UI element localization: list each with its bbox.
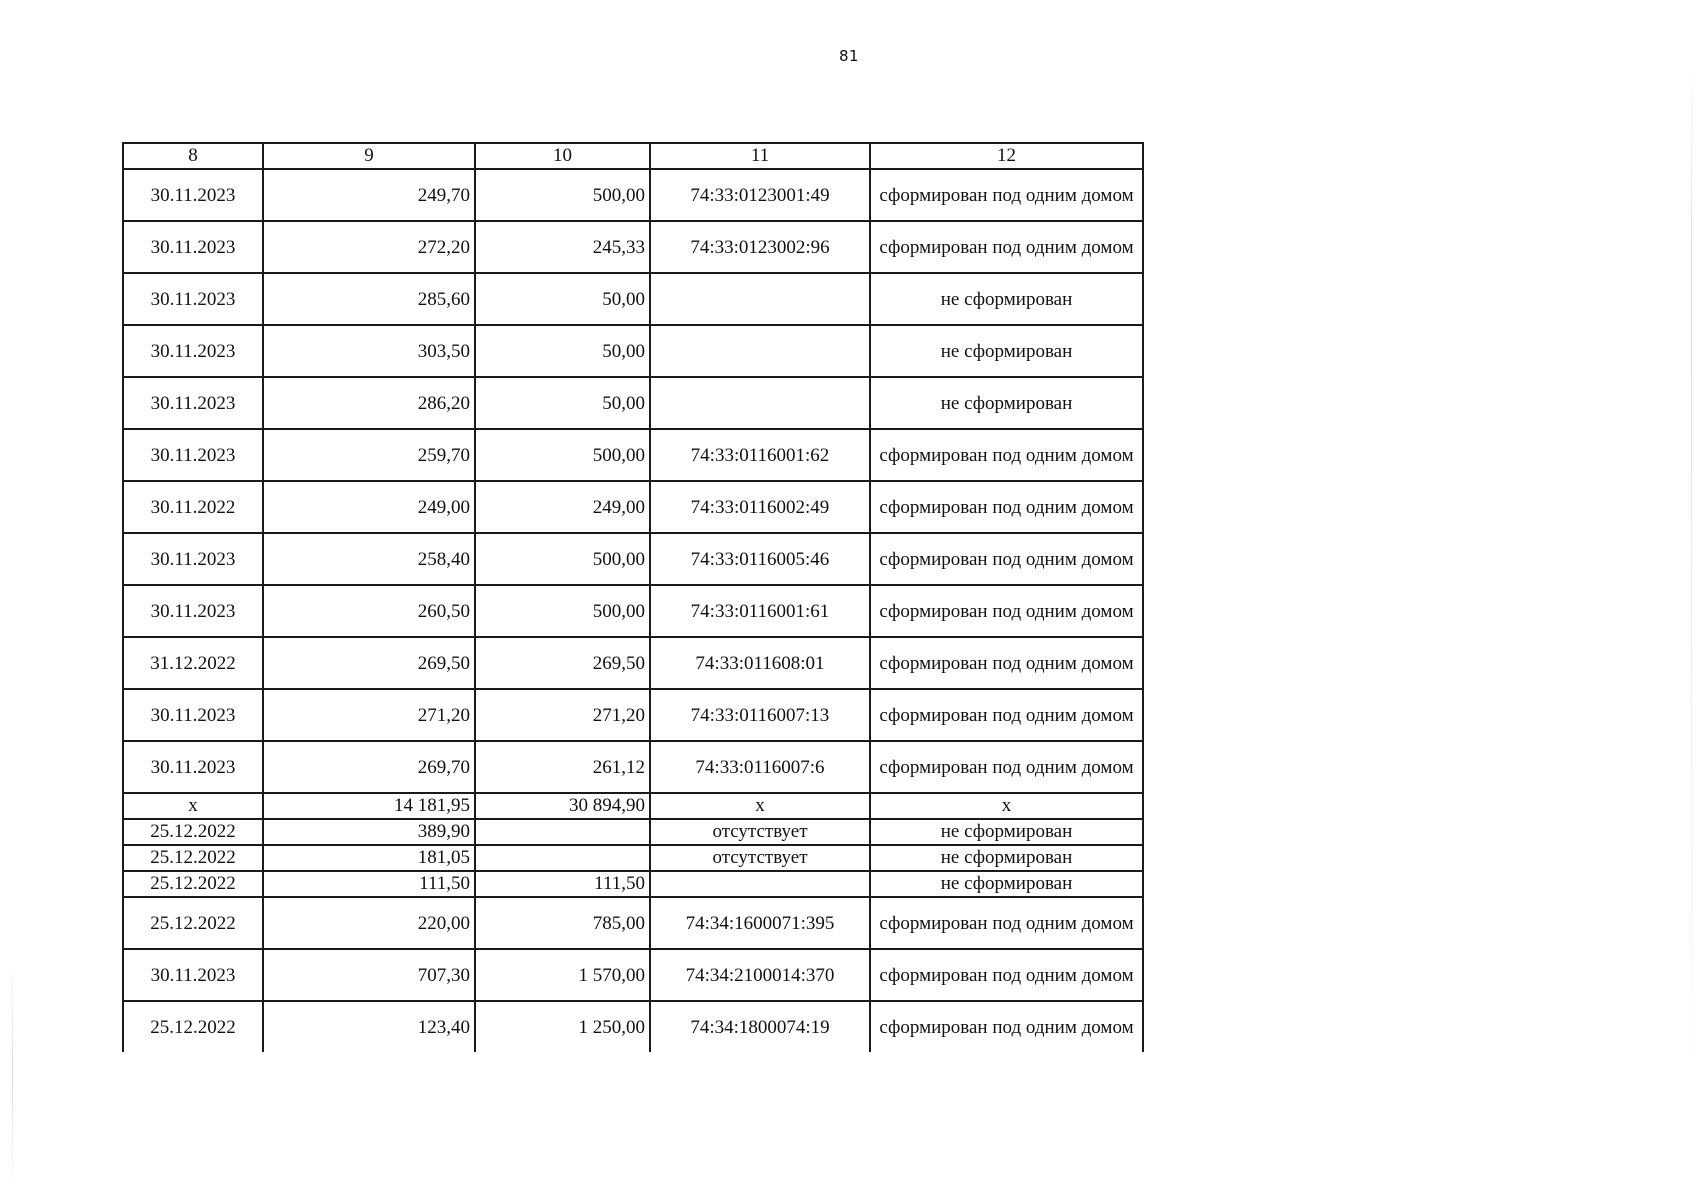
- table-row: [123, 741, 1143, 793]
- cadastral-number-cell: 74:33:0116002:49: [650, 481, 870, 533]
- date-cell: 30.11.2023: [123, 949, 263, 1001]
- value10-cell: 1 250,00: [475, 1001, 650, 1052]
- value10-cell: 500,00: [475, 533, 650, 585]
- cadastral-number-cell: 74:33:0116007:13: [650, 689, 870, 741]
- value9-cell: 249,00: [263, 481, 475, 533]
- date-cell: 30.11.2023: [123, 585, 263, 637]
- status-cell: сформирован под одним домом: [870, 169, 1143, 221]
- value10-cell: 269,50: [475, 637, 650, 689]
- header-cell-12: 12: [870, 143, 1143, 169]
- value9-cell: 269,50: [263, 637, 475, 689]
- table-row: [123, 845, 1143, 871]
- date-cell: 31.12.2022: [123, 637, 263, 689]
- table-row: [123, 637, 1143, 689]
- date-cell: 30.11.2023: [123, 273, 263, 325]
- value10-cell: 271,20: [475, 689, 650, 741]
- status-cell: не сформирован: [870, 273, 1143, 325]
- value9-cell: 14 181,95: [263, 793, 475, 819]
- table-row: [123, 273, 1143, 325]
- value9-cell: 123,40: [263, 1001, 475, 1052]
- value9-cell: 249,70: [263, 169, 475, 221]
- value9-cell: 707,30: [263, 949, 475, 1001]
- date-cell: 30.11.2023: [123, 221, 263, 273]
- value10-cell: 50,00: [475, 325, 650, 377]
- cadastral-number-cell: 74:33:0116005:46: [650, 533, 870, 585]
- value10-cell: 261,12: [475, 741, 650, 793]
- table-row: [123, 949, 1143, 1001]
- value9-cell: 271,20: [263, 689, 475, 741]
- scan-edge-mark: [1691, 60, 1692, 1100]
- value9-cell: 389,90: [263, 819, 475, 845]
- date-cell: 30.11.2023: [123, 169, 263, 221]
- date-cell: 25.12.2022: [123, 1001, 263, 1052]
- value10-cell: 500,00: [475, 169, 650, 221]
- date-cell: 30.11.2023: [123, 377, 263, 429]
- value10-cell: 50,00: [475, 377, 650, 429]
- status-cell: сформирован под одним домом: [870, 481, 1143, 533]
- header-cell-10: 10: [475, 143, 650, 169]
- date-cell: x: [123, 793, 263, 819]
- date-cell: 25.12.2022: [123, 819, 263, 845]
- cadastral-number-cell: [650, 871, 870, 897]
- table-body: [123, 169, 1143, 1052]
- date-cell: 25.12.2022: [123, 845, 263, 871]
- date-cell: 30.11.2023: [123, 741, 263, 793]
- scan-edge-mark-left: [12, 960, 13, 1190]
- status-cell: сформирован под одним домом: [870, 221, 1143, 273]
- status-cell: не сформирован: [870, 819, 1143, 845]
- header-cell-8: 8: [123, 143, 263, 169]
- value10-cell: [475, 819, 650, 845]
- header-cell-9: 9: [263, 143, 475, 169]
- value10-cell: 785,00: [475, 897, 650, 949]
- value10-cell: 50,00: [475, 273, 650, 325]
- status-cell: сформирован под одним домом: [870, 533, 1143, 585]
- cadastral-number-cell: x: [650, 793, 870, 819]
- value9-cell: 181,05: [263, 845, 475, 871]
- status-cell: не сформирован: [870, 377, 1143, 429]
- header-cell-11: 11: [650, 143, 870, 169]
- table-row: [123, 585, 1143, 637]
- table-row: [123, 689, 1143, 741]
- table-row: [123, 819, 1143, 845]
- value10-cell: 245,33: [475, 221, 650, 273]
- date-cell: 30.11.2023: [123, 325, 263, 377]
- table-row: [123, 1001, 1143, 1052]
- cadastral-number-cell: [650, 377, 870, 429]
- cadastral-number-cell: 74:33:0123001:49: [650, 169, 870, 221]
- date-cell: 30.11.2023: [123, 429, 263, 481]
- cadastral-number-cell: отсутствует: [650, 845, 870, 871]
- value9-cell: 220,00: [263, 897, 475, 949]
- date-cell: 30.11.2023: [123, 533, 263, 585]
- cadastral-number-cell: 74:33:011608:01: [650, 637, 870, 689]
- status-cell: сформирован под одним домом: [870, 689, 1143, 741]
- table-header-row: [123, 143, 1143, 169]
- date-cell: 30.11.2023: [123, 689, 263, 741]
- cadastral-number-cell: [650, 325, 870, 377]
- cadastral-number-cell: [650, 273, 870, 325]
- status-cell: сформирован под одним домом: [870, 585, 1143, 637]
- value9-cell: 303,50: [263, 325, 475, 377]
- status-cell: не сформирован: [870, 845, 1143, 871]
- value9-cell: 269,70: [263, 741, 475, 793]
- data-table: [122, 142, 1144, 1052]
- status-cell: сформирован под одним домом: [870, 897, 1143, 949]
- status-cell: x: [870, 793, 1143, 819]
- cadastral-number-cell: 74:34:2100014:370: [650, 949, 870, 1001]
- status-cell: сформирован под одним домом: [870, 429, 1143, 481]
- cadastral-number-cell: 74:33:0123002:96: [650, 221, 870, 273]
- table-row: [123, 793, 1143, 819]
- value10-cell: 111,50: [475, 871, 650, 897]
- value9-cell: 260,50: [263, 585, 475, 637]
- value10-cell: [475, 845, 650, 871]
- page-number: 81: [838, 47, 860, 65]
- cadastral-number-cell: 74:33:0116001:62: [650, 429, 870, 481]
- cadastral-number-cell: 74:34:1600071:395: [650, 897, 870, 949]
- date-cell: 25.12.2022: [123, 897, 263, 949]
- value9-cell: 286,20: [263, 377, 475, 429]
- cadastral-number-cell: 74:33:0116007:6: [650, 741, 870, 793]
- value9-cell: 111,50: [263, 871, 475, 897]
- table-row: [123, 533, 1143, 585]
- status-cell: сформирован под одним домом: [870, 637, 1143, 689]
- value9-cell: 272,20: [263, 221, 475, 273]
- cadastral-number-cell: 74:33:0116001:61: [650, 585, 870, 637]
- value10-cell: 500,00: [475, 585, 650, 637]
- cadastral-number-cell: 74:34:1800074:19: [650, 1001, 870, 1052]
- table-row: [123, 169, 1143, 221]
- status-cell: не сформирован: [870, 871, 1143, 897]
- status-cell: не сформирован: [870, 325, 1143, 377]
- table-row: [123, 429, 1143, 481]
- value10-cell: 30 894,90: [475, 793, 650, 819]
- value10-cell: 1 570,00: [475, 949, 650, 1001]
- value9-cell: 285,60: [263, 273, 475, 325]
- date-cell: 25.12.2022: [123, 871, 263, 897]
- table-row: [123, 897, 1143, 949]
- date-cell: 30.11.2022: [123, 481, 263, 533]
- table-row: [123, 377, 1143, 429]
- value10-cell: 249,00: [475, 481, 650, 533]
- status-cell: сформирован под одним домом: [870, 949, 1143, 1001]
- table-row: [123, 325, 1143, 377]
- status-cell: сформирован под одним домом: [870, 1001, 1143, 1052]
- table-row: [123, 221, 1143, 273]
- status-cell: сформирован под одним домом: [870, 741, 1143, 793]
- cadastral-number-cell: отсутствует: [650, 819, 870, 845]
- table-row: [123, 481, 1143, 533]
- value9-cell: 258,40: [263, 533, 475, 585]
- value9-cell: 259,70: [263, 429, 475, 481]
- value10-cell: 500,00: [475, 429, 650, 481]
- table-row: [123, 871, 1143, 897]
